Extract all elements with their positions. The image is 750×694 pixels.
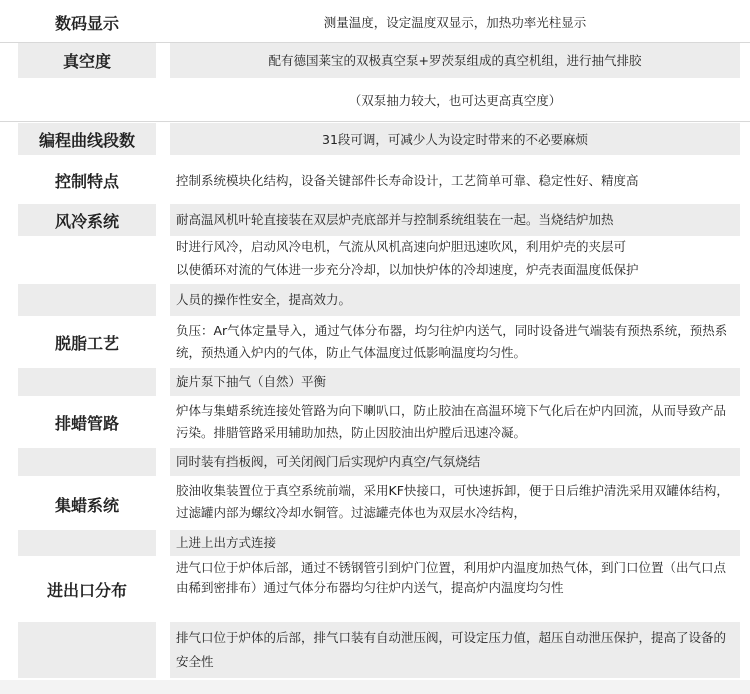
text-inlet-outlet-line2: 排气口位于炉体的后部，排气口装有自动泄压阀，可设定压力值，超压自动泄压保护，提高了设备的安全性 [170,622,740,678]
label-air-cooling: 风冷系统 [18,204,156,236]
label-wax-pipe: 排蜡管路 [54,413,119,433]
label-spacer [18,368,156,396]
text-debinding: 负压：Ar气体定量导入，通过气体分布器，均匀往炉内送气，同时设备进气端装有预热系统，预热系统，预热通入炉内的气体，防止气体温度过低影响温度均匀性。 [176,323,728,360]
text-air-cooling-line4: 人员的操作性安全，提高效力。 [170,284,740,316]
text-wax-pipe: 炉体与集蜡系统连接处管路为向下喇叭口，防止胶油在高温环境下气化后在炉内回流，从而导致产品污染。排腊管路采用辅助加热，防止因胶油出炉膛后迅速冷凝。 [176,403,727,440]
text-vacuum-line1: 配有德国莱宝的双极真空泵+罗茨泵组成的真空机组，进行抽气排胶 [170,43,740,78]
text-air-cooling-line3: 以使循环对流的气体进一步充分冷却，以加快炉体的冷却速度，炉壳表面温度低保护 [176,262,639,277]
text-wax-collection: 胶油收集装置位于真空系统前端，采用KF快接口，可快速拆卸，便于日后维护清洗采用双罐体结构，过滤罐内部为螺纹冷却水铜管。过滤罐壳体也为双层水冷结构， [176,483,729,520]
text-air-cooling-line2: 时进行风冷，启动风冷电机，气流从风机高速向炉胆迅速吹风，利用炉壳的夹层可 [176,239,627,254]
text-wax-collection-line2: 上进上出方式连接 [170,530,740,556]
label-control-features: 控制特点 [54,171,119,191]
text-program-segments: 31段可调，可减少人为设定时带来的不必要麻烦 [170,123,740,155]
label-spacer [18,284,156,316]
label-spacer [18,448,156,476]
label-spacer [18,530,156,556]
label-debinding: 脱脂工艺 [54,333,119,353]
label-wax-collection: 集蜡系统 [54,495,119,515]
text-digital-display: 测量温度，设定温度双显示，加热功率光柱显示 [323,14,587,30]
text-air-cooling-line1: 耐高温风机叶轮直接装在双层炉壳底部并与控制系统组装在一起。当烧结炉加热 [170,204,740,236]
text-wax-pipe-line2: 同时装有挡板阀，可关闭阀门后实现炉内真空/气氛烧结 [170,448,740,476]
label-inlet-outlet: 进出口分布 [46,580,127,600]
bottom-strip [0,680,750,694]
text-control-features: 控制系统模块化结构，设备关键部件长寿命设计，工艺简单可靠、稳定性好、精度高 [176,172,639,188]
text-debinding-line2: 旋片泵下抽气（自然）平衡 [170,368,740,396]
label-spacer [18,622,156,678]
text-inlet-outlet: 进气口位于炉体后部，通过不锈钢管引到炉门位置，利用炉内温度加热气体，到门口位置（出气口点由稀到密排布）通过气体分布器均匀往炉内送气，提高炉内温度均匀性 [176,560,727,595]
label-digital-display: 数码显示 [54,13,119,33]
text-vacuum-line2: （双泵抽力较大，也可达更高真空度） [348,92,562,108]
divider [0,121,750,122]
label-vacuum: 真空度 [18,43,156,78]
label-program-segments: 编程曲线段数 [18,123,156,155]
